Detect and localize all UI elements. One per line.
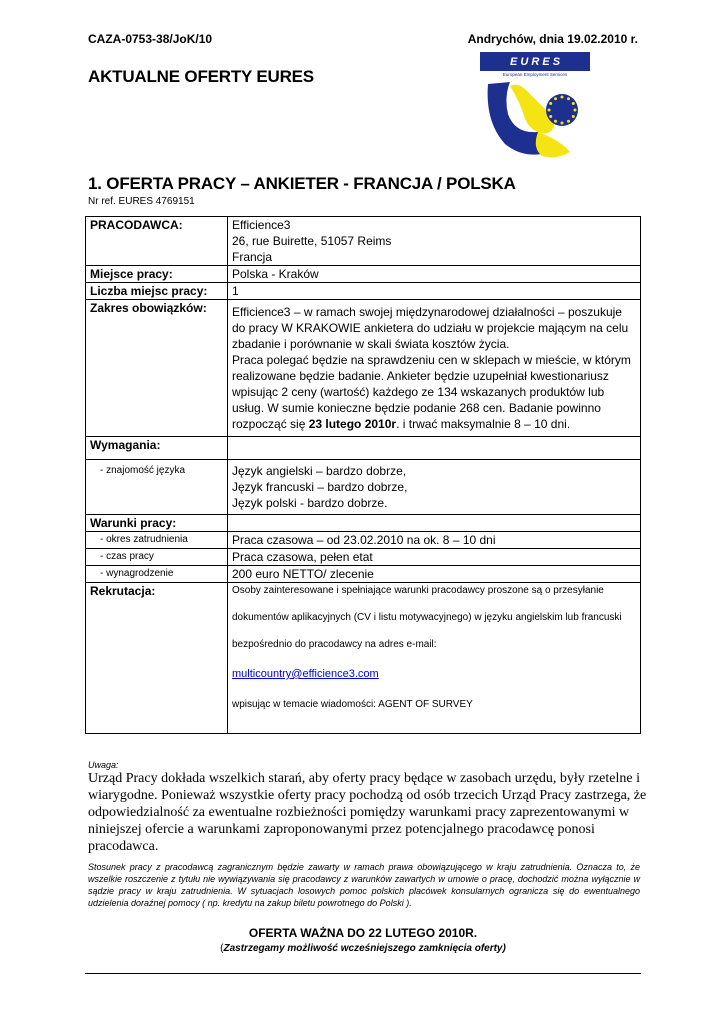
employer-address: 26, rue Buirette, 51057 Reims [232,234,392,248]
eures-logo [480,52,590,162]
document-reference: CAZA-0753-38/JoK/10 [88,32,213,46]
employer-country: Francja [232,250,273,264]
requirements-label: Wymagania: [86,437,228,460]
table-row-time [86,549,641,566]
recruitment-email-link[interactable]: multicountry@efficience3.com [232,668,379,680]
scope-text-1: Efficience3 – w ramach swojej międzynarodowej działalności – poszukuje do pracy W KRAKOWIE ankietera do udziału w projekcie mającym na celu zbadanie i porównanie w skali świata kosztów życia. [232,305,629,351]
salary-label: - wynagrodzenie [86,566,228,583]
salary-value: 200 euro NETTO/ zlecenie [228,566,641,583]
conditions-label: Warunki pracy: [86,515,228,532]
conditions-value [228,515,641,532]
recruitment-text-3: bezpośrednio do pracodawcy na adres e-mail: [232,639,437,650]
period-label: - okres zatrudnienia [86,532,228,549]
eures-logo-subtitle: European Employment Services [502,72,568,77]
offer-reservation: (Zastrzegamy możliwość wcześniejszego zamknięcia oferty) [220,943,506,954]
scope-start-date: 23 lutego 2010r [308,417,397,431]
employer-value [228,217,641,266]
recruitment-text-2: dokumentów aplikacyjnych (CV i listu motywacyjnego) w języku angielskim lub francuski [232,612,622,623]
time-value: Praca czasowa, pełen etat [228,549,641,566]
table-row-recruitment [86,583,641,734]
offer-table [85,216,641,734]
table-row-language [86,460,641,515]
offer-title: 1. OFERTA PRACY – ANKIETER - FRANCJA / POLSKA [88,174,516,193]
language-label: - znajomość języka [86,460,228,515]
footer-divider [85,973,641,974]
language-french: Język francuski – bardzo dobrze, [232,480,408,494]
period-value: Praca czasowa – od 23.02.2010 na ok. 8 – 10 dni [228,532,641,549]
table-row-period [86,532,641,549]
table-row-count [86,283,641,300]
table-row-salary [86,566,641,583]
requirements-value [228,437,641,460]
language-value [228,460,641,515]
page-title: AKTUALNE OFERTY EURES [88,67,314,86]
language-english: Język angielski – bardzo dobrze, [232,464,407,478]
offer-validity: OFERTA WAŻNA DO 22 LUTEGO 2010R. [248,926,478,940]
recruitment-text-1: Osoby zainteresowane i spełniające warunki pracodawcy proszone są o przesyłanie [232,585,604,596]
recruitment-label: Rekrutacja: [86,583,228,734]
offer-reference-number: Nr ref. EURES 4769151 [88,196,195,207]
table-row-employer [86,217,641,266]
place-label: Miejsce pracy: [86,266,228,283]
scope-text-2: Praca polegać będzie na sprawdzeniu cen w sklepach w mieście, w którym realizowane będzie badanie. Ankieter będzie uzupełniał kwestionariusz wpisując 2 ceny (wartość) każdego ze 134 wskazanych produktów lub usług. W sumie konieczne będzie podanie 268 cen. Badanie powinno rozpocząć się 23 lutego 2010r. i trwać maksymalnie 8 – 10 dni. [232,353,631,431]
language-polish: Język polski - bardzo dobrze. [232,496,388,510]
table-row-conditions [86,515,641,532]
document-date: Andrychów, dnia 19.02.2010 r. [467,32,638,46]
table-row-place [86,266,641,283]
eures-logo-text: E U R E S [509,56,561,68]
time-label: - czas pracy [86,549,228,566]
employer-label: PRACODAWCA: [86,217,228,266]
legal-notice: Stosunek pracy z pracodawcą zagranicznym będzie zawarty w ramach prawa obowiązującego w kraju zatrudnienia. Oznacza to, że wszelkie roszczenie z tytułu nie wywiązywania się pracodawcy z warunków zawartych w umowie o pracę, dochodzić można wyłącznie w sądzie pracy w kraju zatrudnienia. W sytuacjach losowych pomoc polskich placówek konsularnych ogranicza się do ewentualnego udzielenia doraźnej pomocy ( np. kredytu na zakup biletu powrotnego do Polski ). [88,862,640,908]
recruitment-text-4: wpisując w temacie wiadomości: AGENT OF SURVEY [232,699,473,710]
recruitment-value [228,583,641,734]
scope-label: Zakres obowiązków: [86,300,228,437]
table-row-requirements [86,437,641,460]
place-value: Polska - Kraków [228,266,641,283]
table-row-scope [86,300,641,437]
count-value: 1 [228,283,641,300]
note-body: Urząd Pracy dokłada wszelkich starań, aby oferty pracy będące w zasobach urzędu, były rzetelne i wiarygodne. Ponieważ wszystkie oferty pracy pochodzą od osób trzecich Urząd Pracy zastrzega, że odpowiedzialność za ewentualne rozbieżności pomiędzy warunkami pracy zaprezentowanymi w niniejszej ofercie a warunkami zaproponowanymi przez potencjalnego pracodawcę ponosi pracodawca. [88,771,647,854]
note-label: Uwaga: [88,760,119,770]
count-label: Liczba miejsc pracy: [86,283,228,300]
employer-name: Efficience3 [232,218,291,232]
scope-value [228,300,641,437]
